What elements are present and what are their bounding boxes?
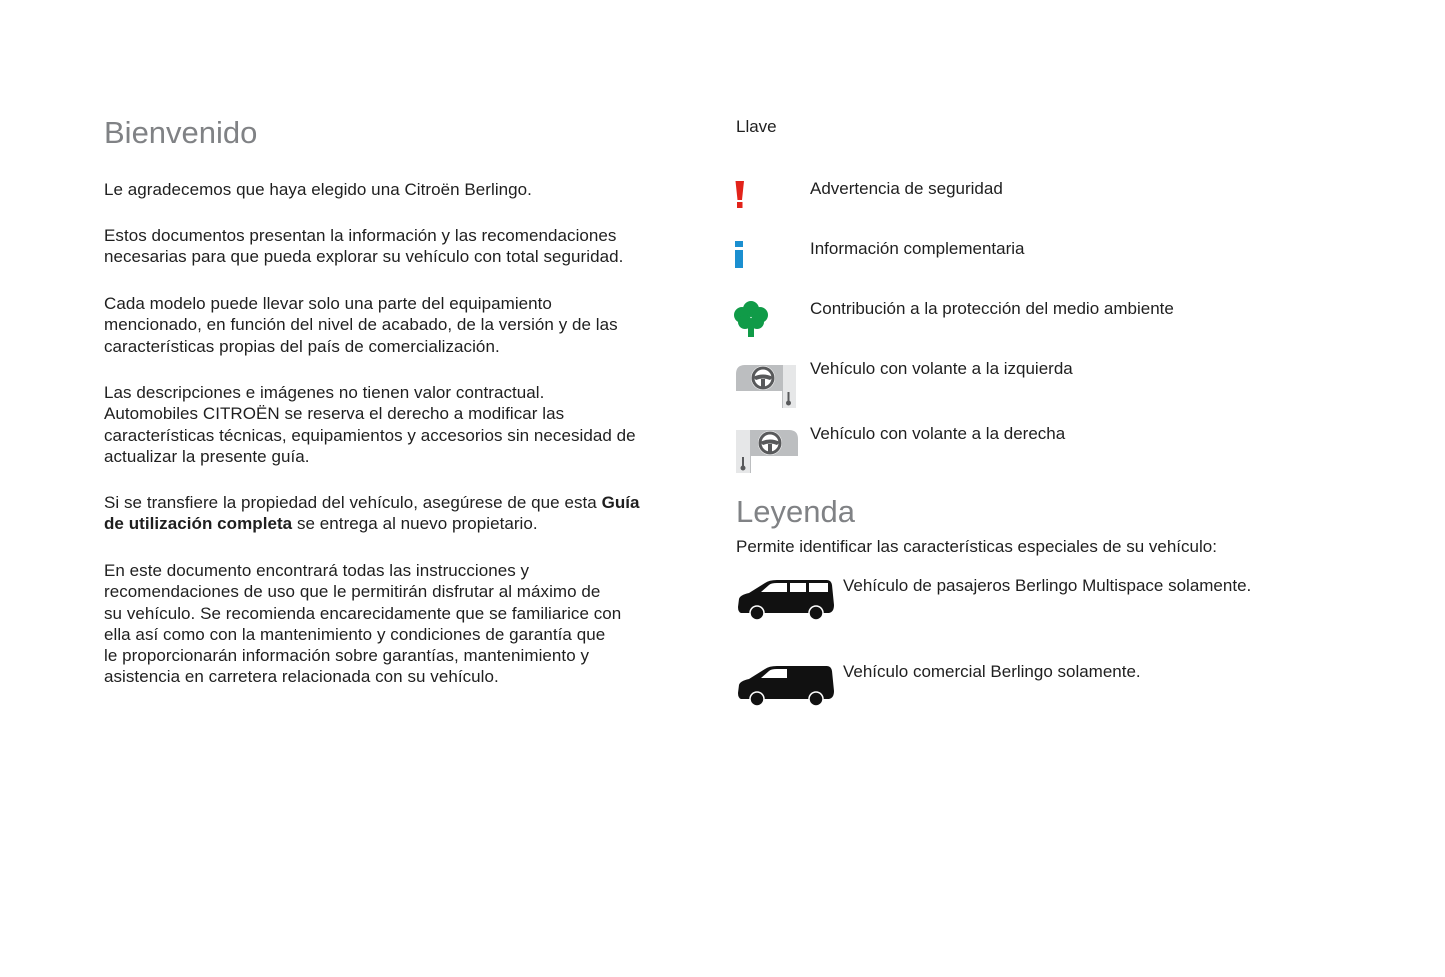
- left-hand-drive-icon: [736, 362, 798, 410]
- paragraph-line: recomendaciones de uso que le permitirán disfrutar al máximo de: [104, 582, 601, 602]
- guide-name-bold: de utilización completa: [104, 514, 293, 534]
- paragraph-line: mencionado, en función del nivel de acabado, de la versión y de las: [104, 315, 618, 335]
- paragraph-line: asistencia en carretera relacionada con su vehículo.: [104, 667, 499, 687]
- passenger-van-icon: [737, 577, 835, 621]
- key-label-info: Información complementaria: [810, 239, 1025, 258]
- paragraph-line: Automobiles CITROËN se reserva el derecho a modificar las: [104, 404, 565, 424]
- paragraph-line: Las descripciones e imágenes no tienen valor contractual.: [104, 383, 545, 402]
- paragraph-transfer: [104, 492, 640, 535]
- legend-label-commercial: Vehículo comercial Berlingo solamente.: [843, 662, 1141, 681]
- paragraph-instructions: [104, 560, 621, 688]
- key-label-left-drive: Vehículo con volante a la izquierda: [810, 359, 1073, 378]
- key-label-warning: Advertencia de seguridad: [810, 179, 1003, 198]
- warning-icon: [734, 181, 746, 209]
- paragraph-text: Si se transfiere la propiedad del vehículo, asegúrese de que esta: [104, 493, 602, 512]
- commercial-van-icon: [737, 663, 835, 707]
- page-title: Bienvenido: [104, 115, 258, 150]
- legend-title: Leyenda: [736, 494, 855, 529]
- paragraph-disclaimer: [104, 382, 636, 467]
- paragraph-line: características propias del país de comercialización.: [104, 336, 500, 356]
- right-hand-drive-icon: [736, 427, 798, 475]
- paragraph-line: Cada modelo puede llevar solo una parte del equipamiento: [104, 294, 552, 313]
- paragraph-equipment: [104, 293, 618, 357]
- paragraph-line: su vehículo. Se recomienda encarecidamente que se familiarice con: [104, 603, 622, 623]
- tree-icon: [733, 300, 769, 338]
- paragraph-line: ella así como con la mantenimiento y condiciones de garantía que: [104, 624, 606, 644]
- key-label-right-drive: Vehículo con volante a la derecha: [810, 424, 1066, 443]
- info-icon: [734, 241, 746, 269]
- paragraph-line: le proporcionarán información sobre garantías, mantenimiento y: [104, 646, 590, 666]
- paragraph-purpose: [104, 225, 623, 268]
- key-label-eco: Contribución a la protección del medio ambiente: [810, 299, 1174, 318]
- legend-label-passenger: Vehículo de pasajeros Berlingo Multispace solamente.: [843, 576, 1252, 595]
- paragraph-text: se entrega al nuevo propietario.: [292, 514, 538, 534]
- paragraph-line: características técnicas, equipamientos y accesorios sin necesidad de: [104, 425, 636, 445]
- legend-intro: Permite identificar las características especiales de su vehículo:: [736, 537, 1217, 556]
- paragraph-line: necesarias para que pueda explorar su vehículo con total seguridad.: [104, 247, 624, 267]
- paragraph-thanks: Le agradecemos que haya elegido una Citroën Berlingo.: [104, 180, 532, 199]
- paragraph-line: actualizar la presente guía.: [104, 446, 310, 466]
- guide-name-bold: Guía: [601, 493, 640, 512]
- key-title: Llave: [736, 117, 777, 136]
- paragraph-line: Estos documentos presentan la información y las recomendaciones: [104, 226, 617, 245]
- paragraph-line: En este documento encontrará todas las instrucciones y: [104, 561, 530, 580]
